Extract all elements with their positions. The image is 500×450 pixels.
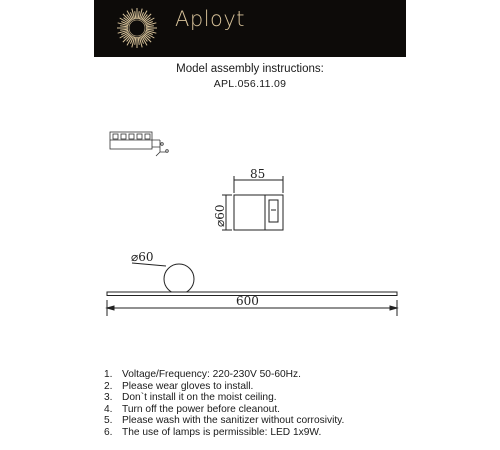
dimension-width-label: 85 xyxy=(250,167,266,181)
sun-ray xyxy=(146,29,154,30)
sun-ray xyxy=(135,37,136,45)
length-dimension-label: 600 xyxy=(236,294,259,308)
sun-ray xyxy=(135,11,136,19)
sun-ray xyxy=(138,37,139,45)
list-item: 2. Please wear gloves to install. xyxy=(104,380,254,392)
instructions-list xyxy=(104,369,344,439)
list-item: 3. Don`t install it on the moist ceiling. xyxy=(104,392,277,404)
sphere-diameter-label: ⌀60 xyxy=(131,250,154,264)
sun-logo-icon xyxy=(117,8,157,48)
list-item: 4. Turn off the power before cleanout. xyxy=(104,403,281,415)
list-item: 1. Voltage/Frequency: 220-230V 50-60Hz. xyxy=(104,369,301,380)
model-number: APL.056.11.09 xyxy=(213,78,287,90)
sun-core xyxy=(129,20,145,36)
list-item: 5. Please wash with the sanitizer without corrosivity. xyxy=(104,415,345,427)
dimension-height-label: ⌀60 xyxy=(213,204,227,227)
brand-name: Aployt xyxy=(175,7,246,31)
sun-ray xyxy=(138,11,139,19)
lamp-front-view xyxy=(107,263,397,316)
page-title: Model assembly instructions: xyxy=(176,63,324,75)
list-item: 6. The use of lamps is permissible: LED 1x9W. xyxy=(104,426,322,438)
sun-ray xyxy=(120,29,128,30)
terminal-block-icon xyxy=(110,132,168,156)
sun-ray xyxy=(146,26,154,27)
side-view-base xyxy=(222,176,283,230)
sun-ray xyxy=(120,26,128,27)
